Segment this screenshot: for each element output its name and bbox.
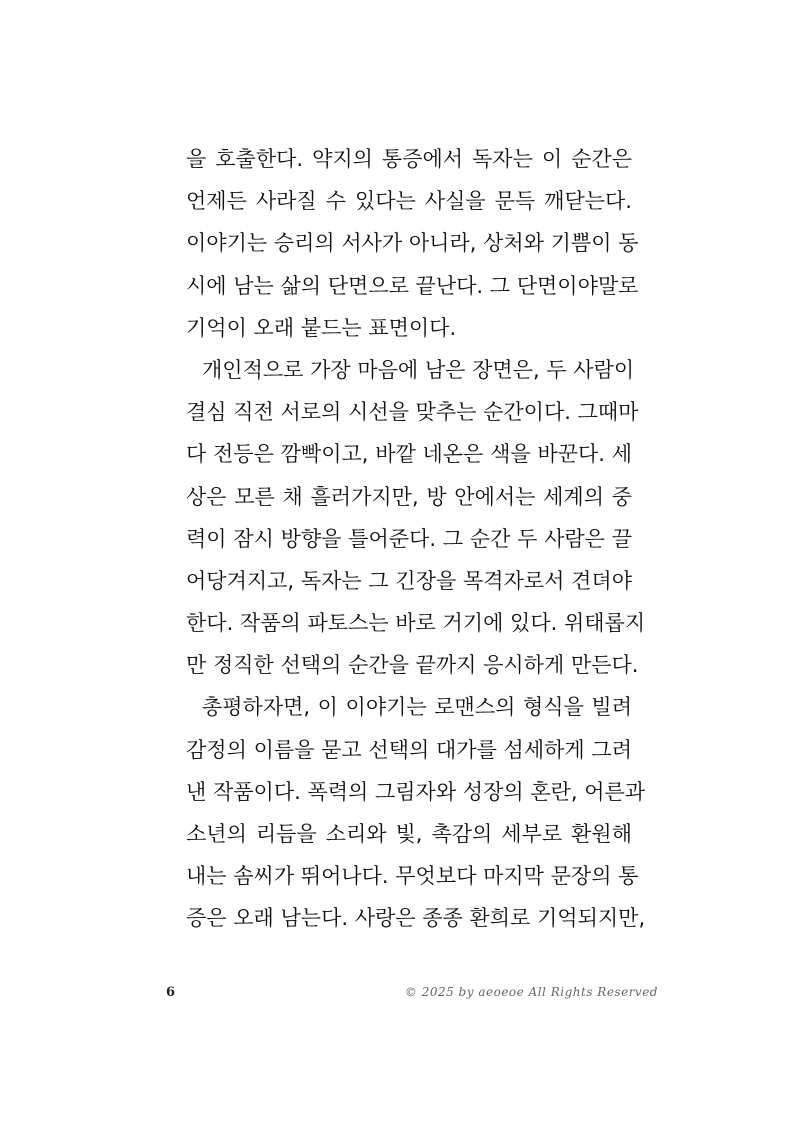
text-line: 낸 작품이다. 폭력의 그림자와 성장의 혼란, 어른과: [186, 779, 646, 804]
text-line: 증은 오래 남는다. 사랑은 종종 환희로 기억되지만,: [186, 906, 646, 931]
text-line: 시에 남는 삶의 단면으로 끝난다. 그 단면이야말로: [186, 273, 639, 298]
text-line: 이야기는 승리의 서사가 아니라, 상처와 기쁨이 동: [186, 231, 639, 256]
text-line: 만 정직한 선택의 순간을 끝까지 응시하게 만든다.: [186, 653, 639, 678]
copyright-notice: © 2025 by aeoeoe All Rights Reserved: [404, 985, 658, 999]
text-line: 력이 잠시 방향을 틀어준다. 그 순간 두 사람은 끌: [186, 526, 632, 551]
text-line: 상은 모른 채 흘러가지만, 방 안에서는 세계의 중: [186, 484, 632, 509]
text-line: 기억이 오래 붙드는 표면이다.: [186, 315, 457, 340]
text-line: 결심 직전 서로의 시선을 맞추는 순간이다. 그때마: [186, 400, 639, 425]
text-line: 감정의 이름을 묻고 선택의 대가를 섬세하게 그려: [186, 737, 632, 762]
text-line: 한다. 작품의 파토스는 바로 거기에 있다. 위태롭지: [186, 611, 646, 636]
text-line: 을 호출한다. 약지의 통증에서 독자는 이 순간은: [186, 147, 632, 171]
text-line: 개인적으로 가장 마음에 남은 장면은, 두 사람이: [202, 357, 635, 382]
text-line: 어당겨지고, 독자는 그 긴장을 목격자로서 견뎌야: [186, 568, 632, 593]
page-footer: [166, 985, 658, 1007]
text-line: 내는 솜씨가 뛰어나다. 무엇보다 마지막 문장의 통: [186, 864, 639, 889]
text-line: 소년의 리듬을 소리와 빛, 촉감의 세부로 환원해: [186, 822, 632, 846]
body-text: [186, 138, 646, 940]
text-line: 언제든 사라질 수 있다는 사실을 문득 깨닫는다.: [186, 189, 632, 214]
page-number: 6: [166, 985, 176, 1000]
text-line: 총평하자면, 이 이야기는 로맨스의 형식을 빌려: [202, 695, 632, 720]
text-line: 다 전등은 깜빡이고, 바깥 네온은 색을 바꾼다. 세: [186, 442, 632, 467]
